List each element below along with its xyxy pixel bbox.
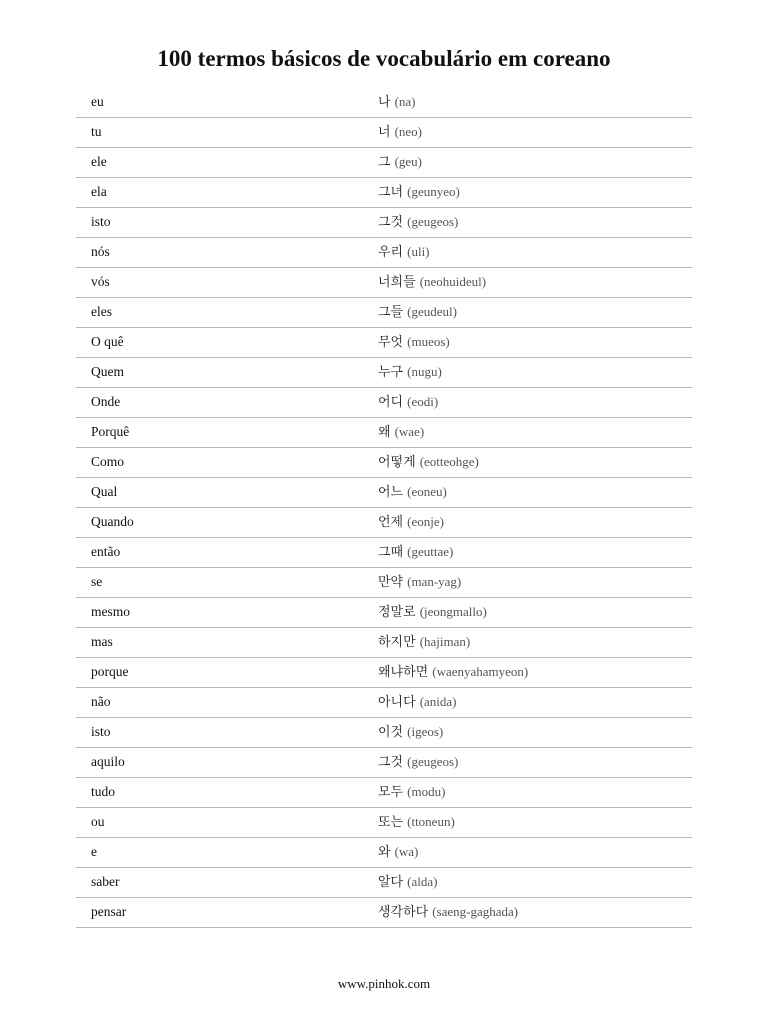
vocab-row [76,478,692,508]
korean-translation [378,364,692,381]
korean-hangul: 왜 [378,425,391,440]
korean-hangul: 누구 [378,365,404,380]
korean-hangul: 너희들 [378,275,416,290]
portuguese-word: Quem [91,363,124,379]
korean-romanization: (waenyahamyeon) [432,664,529,679]
vocab-row [76,658,692,688]
vocab-row [76,868,692,898]
korean-romanization: (mueos) [407,334,450,349]
portuguese-word: ou [91,813,105,829]
vocab-row [76,148,692,178]
korean-romanization: (geugeos) [407,214,459,229]
korean-hangul: 그때 [378,545,404,560]
korean-romanization: (saeng-gaghada) [432,904,519,919]
korean-translation [378,124,692,141]
korean-translation [378,604,692,621]
korean-hangul: 언제 [378,515,404,530]
korean-hangul: 왜냐하면 [378,665,429,680]
portuguese-word: Porquê [91,423,130,439]
korean-hangul: 무엇 [378,335,404,350]
korean-hangul: 생각하다 [378,905,429,920]
korean-hangul: 어디 [378,395,404,410]
vocab-row [76,118,692,148]
portuguese-word: tudo [91,783,116,799]
korean-romanization: (na) [394,94,416,109]
korean-romanization: (jeongmallo) [419,604,487,619]
korean-hangul: 또는 [378,815,404,830]
portuguese-word: Onde [91,393,121,409]
korean-translation [378,874,692,891]
portuguese-word: isto [91,213,111,229]
korean-romanization: (eoneu) [407,484,447,499]
korean-romanization: (modu) [407,784,446,799]
korean-romanization: (nugu) [407,364,442,379]
portuguese-word: aquilo [91,753,125,769]
portuguese-word: Qual [91,483,118,499]
korean-romanization: (wae) [394,424,425,439]
korean-romanization: (geudeul) [407,304,457,319]
vocab-row [76,448,692,478]
korean-romanization: (uli) [407,244,430,259]
portuguese-word: então [91,543,121,559]
vocab-row [76,718,692,748]
portuguese-word: eles [91,303,112,319]
korean-translation [378,904,692,921]
vocab-row [76,328,692,358]
korean-romanization: (geunyeo) [407,184,460,199]
korean-romanization: (eodi) [407,394,439,409]
vocab-row [76,808,692,838]
portuguese-word: O quê [91,333,124,349]
vocab-row [76,418,692,448]
vocab-row [76,238,692,268]
vocab-row [76,388,692,418]
korean-romanization: (igeos) [407,724,444,739]
korean-translation [378,814,692,831]
portuguese-word: mas [91,633,113,649]
korean-translation [378,244,692,261]
korean-romanization: (eotteohge) [419,454,479,469]
korean-translation [378,184,692,201]
korean-hangul: 어느 [378,485,404,500]
korean-romanization: (man-yag) [407,574,462,589]
korean-translation [378,274,692,291]
korean-hangul: 너 [378,125,391,140]
korean-romanization: (neohuideul) [419,274,487,289]
portuguese-word: ele [91,153,107,169]
korean-romanization: (geuttae) [407,544,454,559]
vocab-row [76,628,692,658]
portuguese-word: Quando [91,513,134,529]
portuguese-word: Como [91,453,125,469]
portuguese-word: nós [91,243,110,259]
korean-romanization: (anida) [419,694,457,709]
korean-translation [378,484,692,501]
korean-translation [378,214,692,231]
korean-translation [378,544,692,561]
page-title: 100 termos básicos de vocabulário em coreano [157,46,611,71]
korean-hangul: 알다 [378,875,404,890]
korean-translation [378,784,692,801]
footer-website-link[interactable]: www.pinhok.com [337,976,431,991]
portuguese-word: mesmo [91,603,130,619]
korean-hangul: 와 [378,845,391,860]
korean-hangul: 하지만 [378,635,416,650]
vocab-row [76,778,692,808]
korean-translation [378,664,692,681]
portuguese-word: saber [91,873,120,889]
korean-translation [378,334,692,351]
vocab-row [76,178,692,208]
korean-hangul: 만약 [378,575,404,590]
vocab-row [76,748,692,778]
vocab-row [76,358,692,388]
portuguese-word: não [91,693,111,709]
korean-romanization: (geu) [394,154,422,169]
korean-hangul: 우리 [378,245,404,260]
korean-hangul: 나 [378,95,391,110]
vocab-row [76,688,692,718]
korean-hangul: 모두 [378,785,404,800]
korean-translation [378,694,692,711]
portuguese-word: vós [91,273,110,289]
vocab-row [76,838,692,868]
korean-romanization: (hajiman) [419,634,471,649]
portuguese-word: eu [91,93,104,109]
korean-translation [378,304,692,321]
korean-hangul: 그 [378,155,391,170]
vocabulary-table [76,88,692,928]
korean-hangul: 정말로 [378,605,416,620]
korean-hangul: 그것 [378,755,404,770]
korean-translation [378,574,692,591]
portuguese-word: porque [91,663,129,679]
vocab-row [76,298,692,328]
korean-translation [378,394,692,411]
korean-romanization: (eonje) [407,514,444,529]
vocab-row [76,538,692,568]
korean-translation [378,724,692,741]
vocab-row [76,598,692,628]
korean-romanization: (alda) [407,874,438,889]
portuguese-word: ela [91,183,107,199]
korean-hangul: 그것 [378,215,404,230]
korean-romanization: (ttoneun) [407,814,455,829]
vocab-row [76,268,692,298]
vocab-row [76,88,692,118]
vocab-row [76,568,692,598]
korean-hangul: 그들 [378,305,404,320]
vocab-row [76,208,692,238]
korean-translation [378,94,692,111]
korean-translation [378,424,692,441]
vocab-row [76,898,692,928]
portuguese-word: pensar [91,903,127,919]
korean-romanization: (neo) [394,124,422,139]
portuguese-word: se [91,573,103,589]
korean-hangul: 아니다 [378,695,416,710]
portuguese-word: tu [91,123,102,139]
korean-romanization: (wa) [394,844,419,859]
korean-translation [378,514,692,531]
korean-hangul: 어떻게 [378,455,416,470]
korean-translation [378,634,692,651]
korean-hangul: 그녀 [378,185,404,200]
portuguese-word: e [91,843,97,859]
korean-translation [378,844,692,861]
korean-romanization: (geugeos) [407,754,459,769]
korean-hangul: 이것 [378,725,404,740]
korean-translation [378,754,692,771]
korean-translation [378,154,692,171]
portuguese-word: isto [91,723,111,739]
korean-translation [378,454,692,471]
vocab-row [76,508,692,538]
